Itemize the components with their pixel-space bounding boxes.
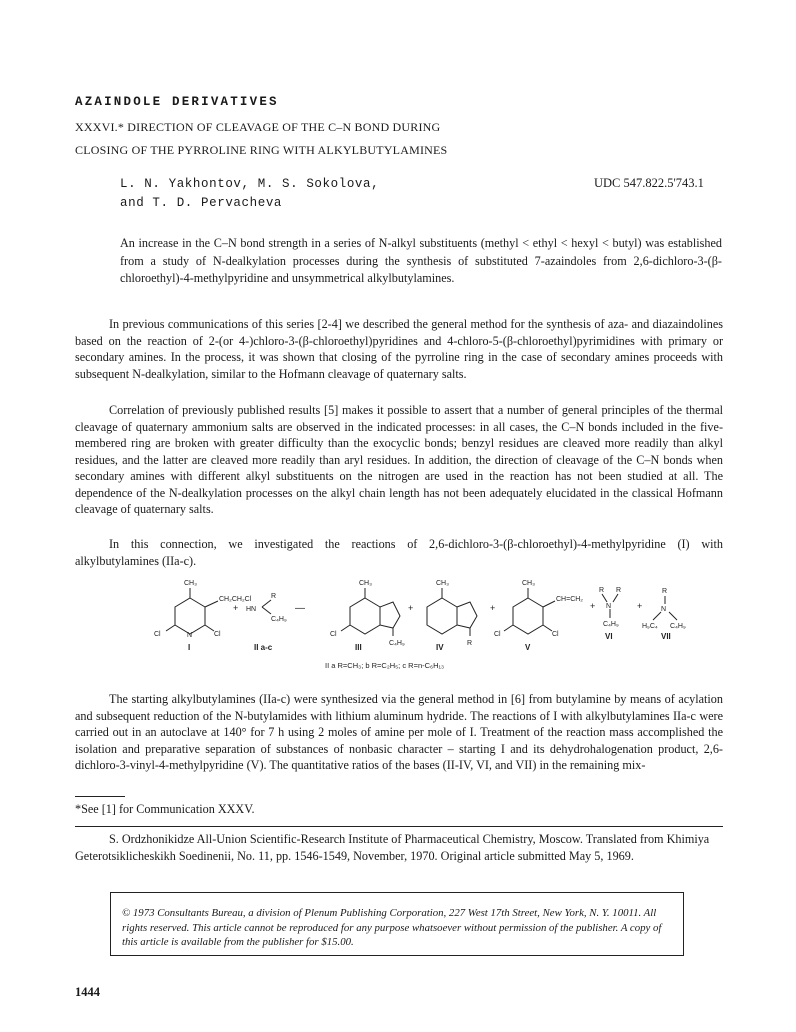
atom-ch3: CH₃ [522,580,535,587]
footnote: *See [1] for Communication XXXV. [75,802,255,816]
plus-sign: + [490,603,496,613]
atom-ch3: CH₃ [184,580,197,587]
atom-cl: Cl [154,631,161,638]
atom-cl: Cl [552,631,559,638]
body-paragraph-3: In this connection, we investigated the reactions of 2,6-dichloro-3-(β-chloroethyl)-4-methylpyridine (I) with alkylbutylamines (IIa-c). [75,537,723,568]
plus-sign: + [408,603,414,613]
atom-hn: HN [246,606,257,613]
label-I: I [188,643,191,652]
atom-ch2ch2cl: CH₂CH₂Cl [219,596,252,603]
series-heading: AZAINDOLE DERIVATIVES [75,95,279,109]
atom-r: R [662,588,668,595]
atom-n: N [606,603,612,610]
body-paragraph-4: The starting alkylbutylamines (IIa-c) were synthesized via the general method in [6] from butylamine by means of acylation and subsequent reduction of the N-butylamides with lithium aluminum hydride. The reactions of I with alkylbutylamines IIa-c were carried out in an autoclave at 140° for 7 h using 2 moles of amine per mole of I. Treatment of the reaction mass accomplished the isolation and preparative separation of substances of nonbasic character – starting I and its dehydrohalogenation product, 2,6-dichloro-3-vinyl-4-methylpyridine (V). The quantitative ratios of the bases (II-IV, VI, and VII) in the remaining mix- [75,692,723,772]
reaction-arrow: — [295,603,305,614]
atom-h9c4: H₉C₄ [642,623,658,630]
article-title-line-2: CLOSING OF THE PYRROLINE RING WITH ALKYLBUTYLAMINES [75,143,448,157]
udc-code: UDC 547.822.5'743.1 [594,176,704,190]
atom-c4h9: C₄H₉ [603,621,619,628]
label-VI: VI [605,632,613,641]
page-number: 1444 [75,985,100,999]
atom-cl: Cl [214,631,221,638]
atom-r: R [271,593,277,600]
atom-n: N [661,606,667,613]
atom-n: N [187,632,193,639]
footnote-rule [75,796,125,797]
compound-V-ring [513,598,543,634]
authors-line-1: L. N. Yakhontov, M. S. Sokolova, [120,177,380,191]
atom-ch-ch2: CH=CH₂ [556,596,584,603]
atom-r: R [616,587,622,594]
affiliation-rule [75,826,723,827]
atom-r: R [467,640,473,647]
authors [120,175,379,213]
label-IV: IV [436,643,444,652]
affiliation: S. Ordzhonikidze All-Union Scientific-Research Institute of Pharmaceutical Chemistry, Moscow. Translated from Khimiya Geterotsiklicheskikh Soedinenii, No. 11, pp. 1546-1549, November, 1970. Original article submitted May 5, 1969. [75,832,710,863]
body-paragraph-1: In previous communications of this series [2-4] we described the general method for the synthesis of aza- and diazaindolines based on the reaction of 2-(or 4-)chloro-3-(β-chloroethyl)pyridines and 4-chloro-5-(β-chloroethyl)pyrimidines with primary or secondary amines. In the process, it was shown that closing of the pyrroline ring in the case of secondary amines proceeds with subsequent N-dealkylation, similar to the Hofmann cleavage of quaternary salts. [75,317,723,381]
atom-c4h9: C₄H₉ [389,640,405,647]
body-paragraph-2: Correlation of previously published results [5] makes it possible to assert that a number of general principles of the thermal cleavage of quaternary ammonium salts are observed in the indicated processes: in all cases, the C–N bonds included in the five-membered ring are broken with greater difficulty than the exocyclic bonds; benzyl residues are cleaved more readily than alkyl residues, and the latter are cleaved more readily than aryl residues. In addition, the direction of cleavage of the C–N bonds when secondary amines with different alkyl substituents on the nitrogen are used in the reaction has not been studied at all. The dependence of the N-dealkylation processes on the alkyl chain length has not been adequately elucidated in the classical Hofmann cleavage of quaternary salts. [75,403,723,516]
compound-III-ring [350,598,380,634]
atom-ch3: CH₃ [436,580,449,587]
label-III: III [355,643,362,652]
compound-IV-ring [427,598,457,634]
scheme-caption: II a R=CH₃; b R=C₂H₅; c R=n-C₆H₁₃ [325,661,445,670]
label-II: II a-c [254,643,273,652]
atom-c4h9: C₄H₉ [670,623,686,630]
atom-ch3: CH₃ [359,580,372,587]
atom-c4h9: C₄H₉ [271,616,287,623]
atom-cl: Cl [330,631,337,638]
plus-sign: + [233,603,239,613]
atom-r: R [599,587,605,594]
atom-cl: Cl [494,631,501,638]
abstract: An increase in the C–N bond strength in a series of N-alkyl substituents (methyl < ethyl < hexyl < butyl) was established from a study of N-dealkylation processes during the synthesis of substituted 7-azaindoles from 2,6-dichloro-3-(β-chloroethyl)-4-methylpyridine and unsymmetrical alkylbutylamines. [120,236,722,285]
reaction-scheme [150,574,710,674]
authors-line-2: and T. D. Pervacheva [120,196,283,210]
plus-sign: + [590,601,596,611]
plus-sign: + [637,601,643,611]
compound-I-ring [175,598,205,634]
label-VII: VII [661,632,671,641]
copyright-notice: © 1973 Consultants Bureau, a division of Plenum Publishing Corporation, 227 West 17th Street, New York, N. Y. 10011. All rights reserved. This article cannot be reproduced for any purpose whatsoever without permission of the publisher. A copy of this article is available from the publisher for $15.00. [122,907,662,948]
article-title-line-1: XXXVI.* DIRECTION OF CLEAVAGE OF THE C–N BOND DURING [75,120,441,134]
label-V: V [525,643,531,652]
